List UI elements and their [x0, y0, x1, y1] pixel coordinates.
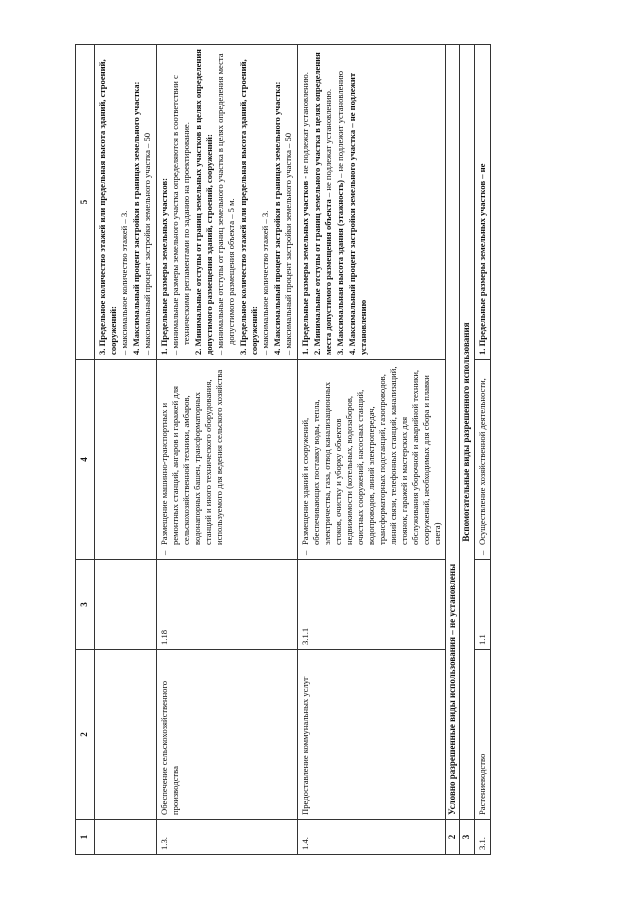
- param-text: – не подлежит установлению: [334, 70, 345, 181]
- table-row: [297, 45, 445, 855]
- row-desc-text: Размещение машинно-транспортных и ремонтных станций, ангаров и гаражей для сельскохозяйственной техники, амбаров, водонапорных башен, трансформаторных станций и иного технического оборудования, используемого для ведения сельского хозяйства: [158, 369, 224, 545]
- row-id-cell: [94, 820, 156, 855]
- param-number: 4.: [130, 348, 141, 355]
- column-number-2: 2: [76, 650, 95, 820]
- param-item: [312, 49, 334, 355]
- param-number: 3.: [96, 348, 107, 355]
- section-number: 3: [460, 820, 475, 855]
- param-text: – не подлежат установлению.: [322, 89, 333, 200]
- column-number-3: 3: [76, 560, 95, 650]
- row-name-cell: Обеспечение сельскохозяйственного производства: [156, 650, 297, 820]
- param-item: 3. Предельное количество этажей или предельная высота зданий, строений, сооружений: – максимальное количество этажей – 3.: [237, 59, 270, 355]
- param-title: Максимальный процент застройки в границах земельного участка:: [271, 81, 282, 347]
- row-desc-cell: [94, 360, 156, 560]
- row-desc-cell: – Размещение зданий и сооружений, обеспечивающих поставку воды, тепла, электричества, газа, отвод канализационных стоков, очистку и уборку объектов недвижимости (котельных, водозаборов, очистных сооружений, насосных станций, водопроводов, линий электропередач, трансформаторных подстанций, газопроводов, линий связи, телефонных станций, канализаций, стоянок, гаражей и мастерских для обслуживания уборочной и аварийной техники, сооружений, необходимых для сбора и плавки снега): [297, 360, 445, 560]
- section-row-conditional: [445, 45, 460, 855]
- param-item: [300, 49, 311, 355]
- column-number-1: 1: [76, 820, 95, 855]
- param-title: Максимальная высота здания (этажность): [334, 180, 345, 347]
- row-id-cell: 3.1.: [474, 820, 490, 855]
- param-text: - не подлежат установлению.: [299, 72, 310, 181]
- param-item: 3. Предельное количество этажей или предельная высота зданий, строений, сооружений: – максимальное количество этажей – 3.: [96, 59, 129, 355]
- param-number: 4.: [346, 348, 357, 355]
- param-number: 3.: [237, 348, 248, 355]
- row-code-cell: [94, 560, 156, 650]
- param-title: Максимальный процент застройки в границах земельного участка:: [130, 81, 141, 347]
- param-item: 4. Максимальный процент застройки в границах земельного участка: – максимальный процент застройки земельного участка – 50: [130, 81, 152, 355]
- section-number: 2: [445, 820, 460, 855]
- section-row-auxiliary: [460, 45, 475, 855]
- row-desc-text: Осуществление хозяйственной деятельности,: [476, 378, 487, 545]
- row-name-cell: Предоставление коммунальных услуг: [297, 650, 445, 820]
- param-text: минимальные отступы от границ земельного участка в целях определения места допустимого размещения объекта – 5 м.: [214, 53, 236, 349]
- row-name-cell: [94, 650, 156, 820]
- param-item: [335, 49, 346, 355]
- table-row: [156, 45, 297, 855]
- land-use-regulations-table: [75, 44, 491, 855]
- param-number: 2.: [192, 348, 203, 355]
- row-desc-cell: – Осуществление хозяйственной деятельности,: [474, 360, 490, 560]
- row-desc-text: Размещение зданий и сооружений, обеспечивающих поставку воды, тепла, электричества, газа, отвод канализационных стоков, очистку и уборку объектов недвижимости (котельных, водозаборов, очистных сооружений, насосных станций, водопроводов, линий электропередач, трансформаторных подстанций, газопроводов, линий связи, телефонных станций, канализаций, стоянок, гаражей и мастерских для обслуживания уборочной и аварийной техники, сооружений, необходимых для сбора и плавки снега): [299, 366, 442, 545]
- param-number: 2.: [311, 348, 322, 355]
- row-id-cell: 1.3.: [156, 820, 297, 855]
- param-title: Минимальные отступы от границ земельного участка в целях определения места допустимого размещения объекта: [311, 52, 333, 355]
- param-number: 4.: [271, 348, 282, 355]
- param-number: 3.: [334, 348, 345, 355]
- row-params-cell: [156, 45, 297, 360]
- row-params-cell: [94, 45, 156, 360]
- row-params-cell: [474, 45, 490, 360]
- param-text: максимальное количество этажей – 3.: [259, 210, 270, 349]
- column-number-row: [76, 45, 95, 855]
- param-title: Предельные размеры земельных участков – не: [476, 163, 487, 347]
- param-number: 1.: [158, 348, 169, 355]
- param-title: Предельное количество этажей или предельная высота зданий, строений, сооружений:: [96, 59, 118, 355]
- row-code-cell: 1.1: [474, 560, 490, 650]
- row-name-cell: Растениеводство: [474, 650, 490, 820]
- param-item: 2. Минимальные отступы от границ земельных участков в целях определения допустимого размещения зданий, строений, сооружений: – минимальные отступы от границ земельного участка в целях определения места допустимого размещения объекта – 5 м.: [192, 49, 236, 355]
- param-title: Предельные размеры земельных участков: [299, 180, 310, 347]
- row-code-cell: 1.18: [156, 560, 297, 650]
- row-desc-cell: – Размещение машинно-транспортных и ремонтных станций, ангаров и гаражей для сельскохозяйственной техники, амбаров, водонапорных башен, трансформаторных станций и иного технического оборудования, используемого для ведения сельского хозяйства: [156, 360, 297, 560]
- param-number: 1.: [476, 348, 487, 355]
- param-title: Максимальный процент застройки земельного участка – не подлежит установлению: [346, 72, 368, 355]
- column-number-4: 4: [76, 360, 95, 560]
- rotated-page: [75, 45, 575, 855]
- row-id-cell: 1.4.: [297, 820, 445, 855]
- row-params-cell: [297, 45, 445, 360]
- row-code-cell: 3.1.1: [297, 560, 445, 650]
- param-text: минимальные размеры земельного участка определяются в соответствии с техническими регламентами по заданию на проектирование.: [169, 75, 191, 349]
- param-text: максимальное количество этажей – 3.: [118, 210, 129, 349]
- param-item: 4. Максимальный процент застройки в границах земельного участка: – максимальный процент застройки земельного участка – 50: [271, 81, 293, 355]
- table-row-continued: [94, 45, 156, 855]
- table-row: [474, 45, 490, 855]
- param-title: Минимальные отступы от границ земельных участков в целях определения допустимого размещения зданий, строений, сооружений:: [192, 49, 214, 355]
- column-number-5: 5: [76, 45, 95, 360]
- param-title: Предельное количество этажей или предельная высота зданий, строений, сооружений:: [237, 59, 259, 355]
- section-heading: Условно разрешенные виды использования – не установлены: [445, 45, 460, 820]
- section-heading: Вспомогательные виды разрешенного использования: [460, 45, 475, 820]
- param-item: 1. Предельные размеры земельных участков: – минимальные размеры земельного участка определяются в соответствии с техническими регламентами по заданию на проектирование.: [158, 75, 191, 355]
- param-text: максимальный процент застройки земельного участка – 50: [282, 132, 293, 349]
- param-text: максимальный процент застройки земельного участка – 50: [141, 132, 152, 349]
- param-number: 1.: [299, 348, 310, 355]
- param-item: [347, 49, 369, 355]
- param-title: Предельные размеры земельных участков:: [158, 178, 169, 347]
